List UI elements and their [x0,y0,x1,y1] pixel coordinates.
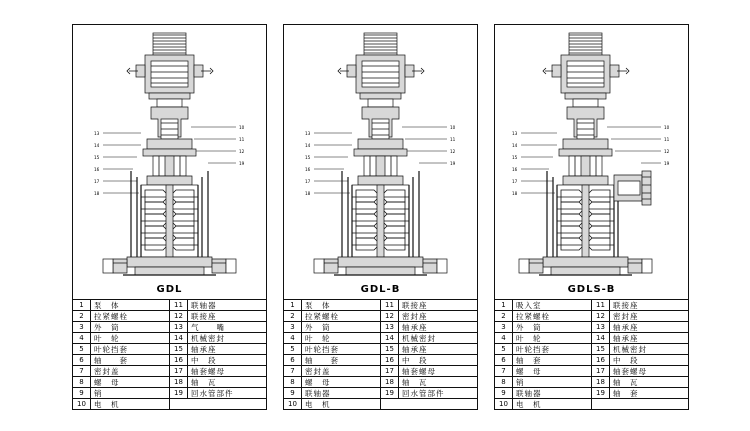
pump-panel-gdl [72,24,267,410]
parts-table-left [73,300,170,409]
part-number: 14 [381,333,399,343]
panel-row [72,24,684,408]
table-row [284,344,380,355]
motor-assembly [127,33,213,107]
pump-panel-gdl-b [283,24,478,410]
part-name: 叶 轮 [305,333,331,343]
table-row [170,322,266,333]
svg-text:16: 16 [305,167,311,172]
table-row [495,355,591,366]
part-number: 18 [170,377,188,387]
callout-leaders-right [191,127,236,163]
part-name: 轴承座 [402,344,428,354]
part-number: 8 [284,377,302,387]
part-name: 联轴器 [191,300,217,310]
table-row [381,333,477,344]
part-name: 轴承座 [191,344,217,354]
part-number: 15 [592,344,610,354]
table-row [592,355,688,366]
part-name: 轴套螺母 [402,366,436,376]
svg-text:18: 18 [94,191,100,196]
svg-text:15: 15 [305,155,311,160]
part-name: 螺 母 [94,377,120,387]
table-row [381,311,477,322]
table-row [592,388,688,399]
svg-text:16: 16 [94,167,100,172]
svg-text:13: 13 [305,131,311,136]
part-number: 12 [170,311,188,321]
table-row [495,377,591,388]
part-number: 15 [381,344,399,354]
part-name: 中 段 [402,355,428,365]
part-name: 拉紧螺栓 [305,311,339,321]
part-number: 12 [381,311,399,321]
svg-text:13: 13 [94,131,100,136]
part-name: 泵 体 [305,300,331,310]
part-name: 联接座 [613,300,639,310]
svg-text:17: 17 [305,179,311,184]
side-suction-branch [614,171,651,205]
part-name: 联轴器 [305,388,331,398]
svg-text:13: 13 [512,131,518,136]
callout-numbers-left [94,131,100,196]
svg-text:14: 14 [94,143,100,148]
part-name: 外 筒 [516,322,542,332]
part-number: 11 [592,300,610,310]
seal-chamber [147,156,192,185]
part-number: 10 [73,399,91,409]
table-row [73,399,169,409]
part-name: 轴 套 [305,355,339,365]
table-row [495,344,591,355]
part-name: 外 筒 [305,322,331,332]
table-row [592,399,688,409]
part-name: 联接座 [402,300,428,310]
table-row [73,300,169,311]
part-number: 1 [73,300,91,310]
coupling-and-bracket [559,107,612,156]
part-number: 5 [495,344,513,354]
callout-numbers-right [664,125,670,166]
seal-chamber [563,156,608,185]
table-row [592,366,688,377]
svg-text:19: 19 [239,161,245,166]
coupling-and-bracket [143,107,196,156]
part-number: 14 [170,333,188,343]
part-number: 3 [495,322,513,332]
svg-text:12: 12 [450,149,456,154]
table-row [381,344,477,355]
part-number: 7 [284,366,302,376]
table-row [284,399,380,409]
part-number: 9 [495,388,513,398]
table-row [73,322,169,333]
part-name: 螺 母 [305,377,331,387]
part-number: 17 [170,366,188,376]
part-name: 轴 套 [613,388,639,398]
pump-cross-section-gdl [73,25,266,279]
parts-table-right [170,300,266,409]
table-row [381,366,477,377]
part-number: 13 [592,322,610,332]
part-number: 17 [381,366,399,376]
svg-text:16: 16 [512,167,518,172]
table-row [495,311,591,322]
part-name: 轴承座 [613,322,639,332]
table-row [73,388,169,399]
table-row [592,311,688,322]
part-name: 气 嘴 [191,322,225,332]
table-row [73,377,169,388]
svg-text:14: 14 [305,143,311,148]
table-row [284,333,380,344]
part-number: 2 [495,311,513,321]
part-name: 轴套螺母 [613,366,647,376]
part-name: 密封座 [402,311,428,321]
table-row [170,300,266,311]
part-number: 10 [495,399,513,409]
part-name: 叶 轮 [94,333,120,343]
parts-table-right [592,300,688,409]
table-row [381,399,477,409]
table-row [284,388,380,399]
part-number: 8 [73,377,91,387]
table-row [381,388,477,399]
table-row [170,344,266,355]
callout-leaders-left [314,133,352,193]
svg-text:11: 11 [664,137,670,142]
table-row [495,300,591,311]
svg-text:19: 19 [450,161,456,166]
table-row [592,322,688,333]
table-row [381,377,477,388]
table-row [73,333,169,344]
table-row [170,366,266,377]
part-number: 7 [73,366,91,376]
callout-leaders-left [521,133,557,193]
part-name: 轴承座 [613,333,639,343]
part-name: 机械密封 [191,333,225,343]
callout-numbers-right [239,125,245,166]
part-name: 轴 瓦 [402,377,428,387]
svg-text:12: 12 [239,149,245,154]
table-row [284,300,380,311]
table-row [170,311,266,322]
part-number: 5 [284,344,302,354]
part-name: 吸入室 [516,300,542,310]
part-name: 轴承座 [402,322,428,332]
part-name: 中 段 [613,355,639,365]
svg-text:15: 15 [512,155,518,160]
part-name: 螺 母 [516,366,542,376]
table-row [381,322,477,333]
table-row [170,388,266,399]
part-name: 回水管部件 [191,388,234,398]
table-row [381,300,477,311]
svg-text:14: 14 [512,143,518,148]
part-number: 12 [592,311,610,321]
panel-caption: GDL-B [360,283,401,295]
pump-cross-section-gdls-b [495,25,688,279]
parts-table-right [381,300,477,409]
part-name: 电 机 [516,399,542,409]
svg-text:11: 11 [239,137,245,142]
parts-table [73,299,266,409]
callout-leaders-left [103,133,141,193]
table-row [284,322,380,333]
svg-text:15: 15 [94,155,100,160]
seal-chamber [358,156,403,185]
table-row [592,377,688,388]
part-number: 2 [73,311,91,321]
parts-table [284,299,477,409]
part-name: 销 [516,377,525,387]
part-number: 11 [170,300,188,310]
table-row [284,355,380,366]
table-row [592,344,688,355]
part-name: 电 机 [94,399,120,409]
part-number: 6 [284,355,302,365]
part-name: 泵 体 [94,300,120,310]
table-row [495,399,591,409]
part-number [170,399,187,409]
part-number: 4 [73,333,91,343]
part-number: 18 [381,377,399,387]
pump-drawing-svg [495,25,688,279]
part-name: 销 [94,388,103,398]
table-row [73,344,169,355]
part-name: 叶轮挡套 [516,344,550,354]
svg-text:10: 10 [239,125,245,130]
part-number: 8 [495,377,513,387]
part-name: 拉紧螺栓 [516,311,550,321]
part-name: 轴 瓦 [613,377,639,387]
panel-caption: GDLS-B [567,283,616,295]
part-name: 密封座 [613,311,639,321]
part-name: 机械密封 [402,333,436,343]
part-number: 19 [170,388,188,398]
svg-text:11: 11 [450,137,456,142]
part-number: 9 [284,388,302,398]
svg-text:17: 17 [512,179,518,184]
table-row [495,388,591,399]
part-number: 16 [170,355,188,365]
callout-leaders-right [402,127,447,163]
part-number [592,399,609,409]
pump-casing-base [519,257,652,275]
svg-text:12: 12 [664,149,670,154]
part-name: 中 段 [191,355,217,365]
table-row [73,311,169,322]
svg-text:17: 17 [94,179,100,184]
motor-assembly [338,33,424,107]
callout-numbers-left [512,131,518,196]
table-row [170,399,266,409]
table-row [73,355,169,366]
part-number: 14 [592,333,610,343]
part-name: 叶轮挡套 [305,344,339,354]
callout-leaders-right [607,127,661,163]
part-number: 10 [284,399,302,409]
part-name: 轴套螺母 [191,366,225,376]
table-row [495,366,591,377]
callout-numbers-right [450,125,456,166]
svg-text:10: 10 [450,125,456,130]
part-name: 叶 轮 [516,333,542,343]
part-name: 联接座 [191,311,217,321]
table-row [284,311,380,322]
table-row [381,355,477,366]
part-number: 18 [592,377,610,387]
table-row [495,333,591,344]
part-number: 3 [73,322,91,332]
part-name: 轴 瓦 [191,377,217,387]
part-name: 叶轮挡套 [94,344,128,354]
part-name: 回水管部件 [402,388,445,398]
table-row [495,322,591,333]
part-number: 6 [73,355,91,365]
svg-text:10: 10 [664,125,670,130]
part-number: 17 [592,366,610,376]
part-name: 密封盖 [94,366,120,376]
table-row [284,366,380,377]
part-number: 5 [73,344,91,354]
part-number: 15 [170,344,188,354]
part-number: 7 [495,366,513,376]
part-number: 13 [381,322,399,332]
part-number: 1 [284,300,302,310]
part-number: 16 [381,355,399,365]
part-number: 3 [284,322,302,332]
pump-drawing-svg [284,25,477,279]
part-number: 1 [495,300,513,310]
table-row [73,366,169,377]
part-name: 机械密封 [613,344,647,354]
table-row [170,377,266,388]
callout-numbers-left [305,131,311,196]
part-number: 16 [592,355,610,365]
motor-assembly [543,33,629,107]
part-name: 密封盖 [305,366,331,376]
svg-text:18: 18 [512,191,518,196]
table-row [170,355,266,366]
pump-casing-base [103,257,236,275]
part-name: 拉紧螺栓 [94,311,128,321]
pump-casing-base [314,257,447,275]
part-number: 4 [284,333,302,343]
table-row [592,333,688,344]
table-row [170,333,266,344]
table-row [284,377,380,388]
part-number: 19 [592,388,610,398]
part-number: 11 [381,300,399,310]
part-number: 4 [495,333,513,343]
panel-caption: GDL [156,283,183,295]
part-name: 轴 套 [516,355,542,365]
part-name: 联轴器 [516,388,542,398]
svg-text:19: 19 [664,161,670,166]
parts-table [495,299,688,409]
parts-table-left [284,300,381,409]
part-number: 9 [73,388,91,398]
part-number: 19 [381,388,399,398]
part-number [381,399,398,409]
pump-cross-section-gdl-b [284,25,477,279]
pump-panel-gdls-b [494,24,689,410]
pump-drawing-svg [73,25,266,279]
part-name: 外 筒 [94,322,120,332]
part-number: 2 [284,311,302,321]
parts-table-left [495,300,592,409]
part-number: 13 [170,322,188,332]
table-row [592,300,688,311]
part-number: 6 [495,355,513,365]
svg-text:18: 18 [305,191,311,196]
coupling-and-bracket [354,107,407,156]
part-name: 轴 套 [94,355,128,365]
part-name: 电 机 [305,399,331,409]
